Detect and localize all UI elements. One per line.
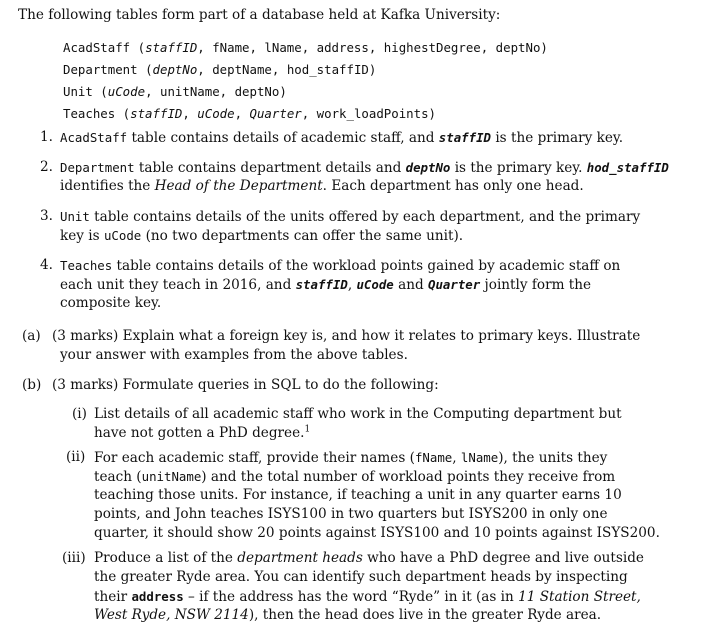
item-3-number: 3.: [40, 208, 53, 224]
item-1-text: AcadStaff table contains details of academic staff, and staffID is the primary key.: [60, 130, 624, 146]
intro-text: The following tables form part of a database held at Kafka University:: [18, 7, 501, 23]
item-4-line-2: each unit they teach in 2016, and staffID, uCode and Quarter jointly form the: [60, 277, 592, 293]
question-b-iii-line-1: Produce a list of the department heads who have a PhD degree and live outside: [94, 550, 644, 566]
schema-acadstaff: AcadStaff (staffID, fName, lName, address, highestDegree, deptNo): [63, 40, 548, 55]
item-4-line-1: Teaches table contains details of the workload points gained by academic staff on: [60, 258, 621, 274]
item-4-line-3: composite key.: [60, 295, 162, 311]
item-1-number: 1.: [40, 129, 53, 145]
question-b-label: (b): [22, 377, 42, 393]
question-b-ii-line-4: points, and John teaches ISYS100 in two quarters but ISYS200 in only one: [94, 506, 608, 522]
item-2-line-1: Department table contains department details and deptNo is the primary key. hod_staffID: [60, 160, 669, 176]
question-a-line-1: (3 marks) Explain what a foreign key is, and how it relates to primary keys. Illustrate: [52, 328, 641, 344]
question-b-ii-label: (ii): [66, 449, 86, 465]
item-3-line-1: Unit table contains details of the units offered by each department, and the primary: [60, 209, 641, 225]
question-b-line-1: (3 marks) Formulate queries in SQL to do the following:: [52, 377, 439, 393]
question-b-iii-line-3: their address – if the address has the word “Ryde” in it (as in 11 Station Street,: [94, 589, 641, 605]
question-b-i-line-2: have not gotten a PhD degree.$^1$: [94, 424, 311, 441]
schema-teaches: Teaches (staffID, uCode, Quarter, work_loadPoints): [63, 106, 437, 121]
question-b-ii-line-5: quarter, it should show 20 points against ISYS100 and 10 points against ISYS200.: [94, 525, 660, 541]
question-b-iii-label: (iii): [62, 550, 86, 566]
schema-department: Department (deptNo, deptName, hod_staffID): [63, 62, 377, 77]
question-a-label: (a): [22, 328, 41, 344]
question-b-ii-line-1: For each academic staff, provide their names (fName, lName), the units they: [94, 450, 608, 466]
footnote-marker: 1: [304, 424, 311, 435]
question-b-iii-line-2: the greater Ryde area. You can identify such department heads by inspecting: [94, 569, 628, 585]
item-2-line-2: identifies the Head of the Department. Each department has only one head.: [60, 178, 584, 194]
item-4-number: 4.: [40, 257, 53, 273]
question-b-i-label: (i): [72, 406, 87, 422]
item-2-number: 2.: [40, 159, 53, 175]
question-b-ii-line-3: teaching those units. For instance, if teaching a unit in any quarter earns 10: [94, 487, 622, 503]
question-a-line-2: your answer with examples from the above tables.: [60, 347, 408, 363]
question-b-ii-line-2: teach (unitName) and the total number of workload points they receive from: [94, 469, 616, 485]
item-3-line-2: key is uCode (no two departments can offer the same unit).: [60, 228, 464, 244]
question-b-iii-line-4: West Ryde, NSW 2114), then the head does live in the greater Ryde area.: [94, 607, 602, 623]
question-b-i-line-1: List details of all academic staff who work in the Computing department but: [94, 406, 622, 422]
schema-block: [63, 37, 548, 125]
schema-unit: Unit (uCode, unitName, deptNo): [63, 84, 287, 99]
